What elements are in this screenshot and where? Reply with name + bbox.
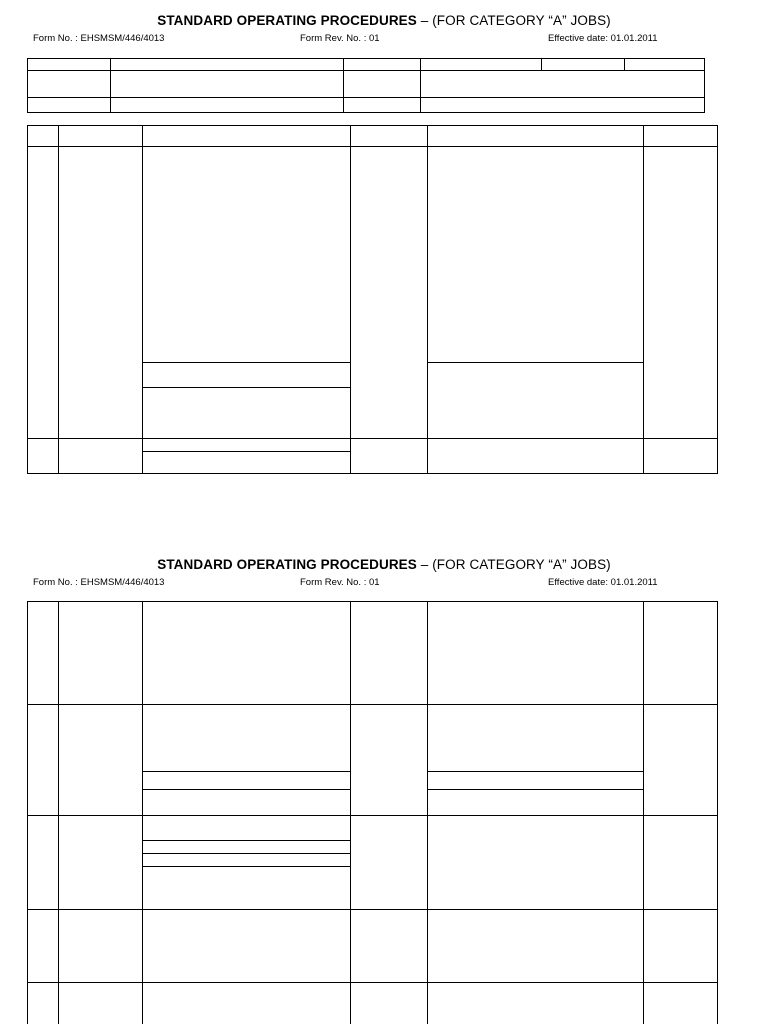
info-row-divider bbox=[27, 70, 705, 71]
page2-form-rev: Form Rev. No. : 01 bbox=[300, 577, 380, 588]
main-table-border bbox=[27, 125, 718, 474]
page2-form-no: Form No. : EHSMSM/446/4013 bbox=[33, 577, 165, 588]
col-divider bbox=[58, 601, 59, 1024]
sub-row-divider bbox=[142, 866, 351, 867]
sub-row-divider bbox=[142, 362, 351, 363]
sub-row-divider bbox=[142, 853, 351, 854]
table-left-border bbox=[27, 601, 28, 1024]
col-divider bbox=[427, 601, 428, 1024]
col-divider bbox=[427, 125, 428, 474]
info-row-divider bbox=[27, 97, 705, 98]
row-divider bbox=[27, 909, 718, 910]
col-divider bbox=[350, 125, 351, 474]
col-divider bbox=[142, 601, 143, 1024]
table-top-border bbox=[27, 601, 718, 602]
page1-effective-date: Effective date: 01.01.2011 bbox=[548, 33, 658, 44]
page2-title bbox=[0, 557, 768, 572]
page2-title-main: STANDARD OPERATING PROCEDURES bbox=[157, 557, 417, 572]
page1-title-main: STANDARD OPERATING PROCEDURES bbox=[157, 13, 417, 28]
info-table-border bbox=[27, 58, 705, 113]
page1-form-no: Form No. : EHSMSM/446/4013 bbox=[33, 33, 165, 44]
sub-row-divider bbox=[142, 387, 351, 388]
page2-title-suffix: – (FOR CATEGORY “A” JOBS) bbox=[416, 557, 611, 572]
row-divider bbox=[27, 815, 718, 816]
info-col-divider bbox=[541, 58, 542, 71]
row-divider bbox=[27, 982, 718, 983]
row-divider bbox=[27, 438, 718, 439]
sub-row-divider bbox=[427, 789, 644, 790]
info-col-divider bbox=[420, 58, 421, 113]
page1-title bbox=[0, 13, 768, 28]
sub-row-divider bbox=[142, 771, 351, 772]
col-divider bbox=[643, 125, 644, 474]
info-col-divider bbox=[624, 58, 625, 71]
col-divider bbox=[350, 601, 351, 1024]
sub-row-divider bbox=[427, 771, 644, 772]
sub-row-divider bbox=[142, 789, 351, 790]
table-right-border bbox=[717, 601, 718, 1024]
sub-row-divider bbox=[142, 840, 351, 841]
sub-row-divider bbox=[142, 451, 351, 452]
info-col-divider bbox=[110, 58, 111, 113]
info-col-divider bbox=[343, 58, 344, 113]
page1-title-suffix: – (FOR CATEGORY “A” JOBS) bbox=[416, 13, 611, 28]
page2-effective-date: Effective date: 01.01.2011 bbox=[548, 577, 658, 588]
col-divider bbox=[58, 125, 59, 474]
col-divider bbox=[643, 601, 644, 1024]
sub-row-divider bbox=[427, 362, 644, 363]
header-row-divider bbox=[27, 146, 718, 147]
page1-form-rev: Form Rev. No. : 01 bbox=[300, 33, 380, 44]
row-divider bbox=[27, 704, 718, 705]
col-divider bbox=[142, 125, 143, 474]
